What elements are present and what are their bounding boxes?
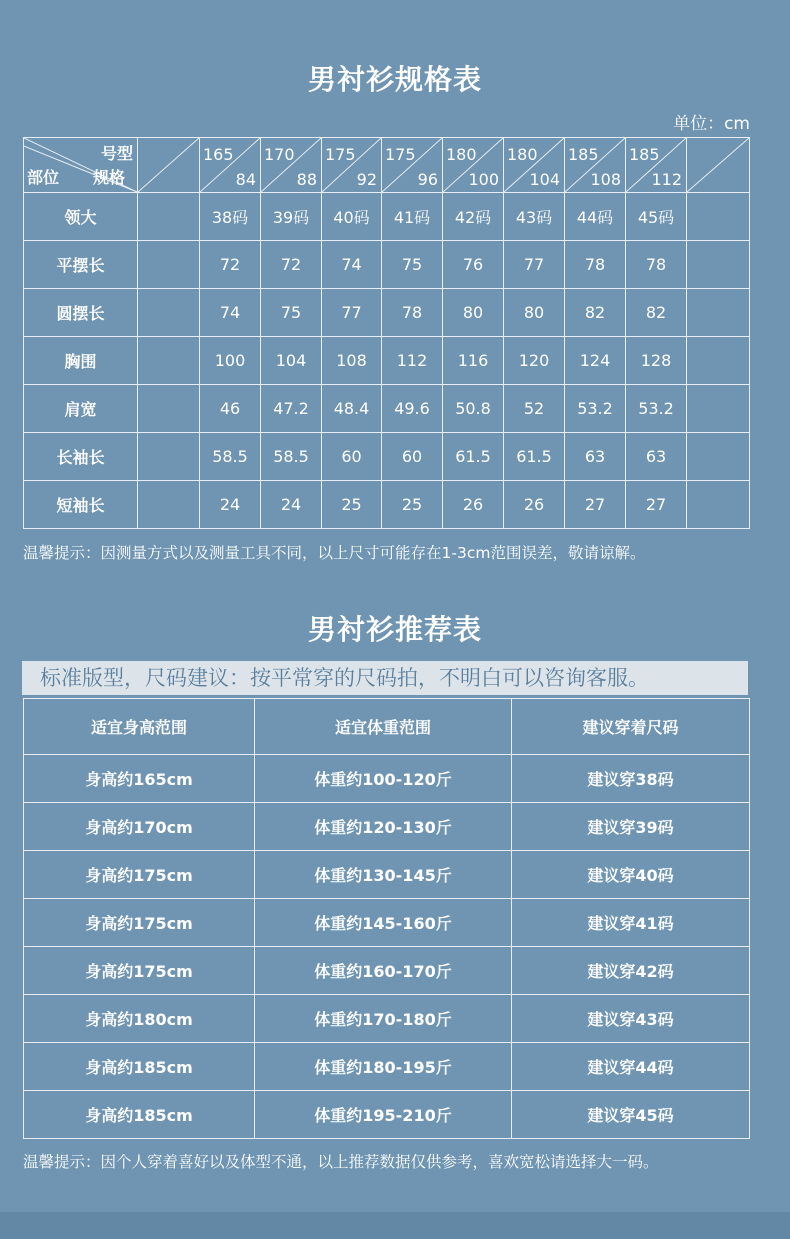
value-cell: 39码 <box>261 193 322 241</box>
value-cell: 77 <box>504 241 565 289</box>
value-cell: 26 <box>504 481 565 529</box>
size-header-cell <box>200 138 261 193</box>
value-cell: 116 <box>443 337 504 385</box>
size-height-label: 180 <box>446 145 477 164</box>
rec-cell: 建议穿38码 <box>512 755 750 803</box>
size-chest-label: 104 <box>529 170 560 189</box>
value-cell: 63 <box>626 433 687 481</box>
rec-cell: 建议穿41码 <box>512 899 750 947</box>
value-cell: 76 <box>443 241 504 289</box>
value-cell: 82 <box>565 289 626 337</box>
value-cell: 72 <box>200 241 261 289</box>
value-cell: 128 <box>626 337 687 385</box>
value-cell: 42码 <box>443 193 504 241</box>
empty-cell <box>138 481 200 529</box>
rec-note: 温馨提示：因个人穿着喜好以及体型不通，以上推荐数据仅供参考，喜欢宽松请选择大一码。 <box>23 1153 659 1171</box>
value-cell: 24 <box>261 481 322 529</box>
row-label: 胸围 <box>24 337 138 385</box>
value-cell: 112 <box>382 337 443 385</box>
size-height-label: 175 <box>325 145 356 164</box>
value-cell: 45码 <box>626 193 687 241</box>
diagonal-divider <box>138 138 199 192</box>
empty-cell <box>687 337 750 385</box>
rec-cell: 建议穿43码 <box>512 995 750 1043</box>
rec-cell: 建议穿39码 <box>512 803 750 851</box>
value-cell: 100 <box>200 337 261 385</box>
value-cell: 78 <box>565 241 626 289</box>
value-cell: 26 <box>443 481 504 529</box>
value-cell: 60 <box>322 433 382 481</box>
table-row <box>24 337 750 385</box>
value-cell: 61.5 <box>504 433 565 481</box>
value-cell: 80 <box>504 289 565 337</box>
spec-table-title: 男衬衫规格表 <box>307 63 482 96</box>
size-header-cell <box>504 138 565 193</box>
size-chest-label: 84 <box>235 170 256 189</box>
diagonal-divider <box>687 138 749 192</box>
column-header: 适宜身高范围 <box>24 699 255 755</box>
rec-cell: 建议穿45码 <box>512 1091 750 1139</box>
table-row <box>24 755 750 803</box>
rec-cell: 身高约175cm <box>24 899 255 947</box>
value-cell: 104 <box>261 337 322 385</box>
value-cell: 75 <box>261 289 322 337</box>
table-row <box>24 899 750 947</box>
size-height-label: 180 <box>507 145 538 164</box>
table-row <box>24 1043 750 1091</box>
rec-cell: 身高约180cm <box>24 995 255 1043</box>
empty-cell <box>687 193 750 241</box>
value-cell: 80 <box>443 289 504 337</box>
rec-cell: 体重约130-145斤 <box>255 851 512 899</box>
column-header: 适宜体重范围 <box>255 699 512 755</box>
corner-label-part: 部位 <box>27 168 60 187</box>
size-header-cell <box>443 138 504 193</box>
rec-cell: 体重约145-160斤 <box>255 899 512 947</box>
size-height-label: 175 <box>385 145 416 164</box>
column-header: 建议穿着尺码 <box>512 699 750 755</box>
rec-cell: 体重约100-120斤 <box>255 755 512 803</box>
value-cell: 47.2 <box>261 385 322 433</box>
empty-header-cell <box>687 138 750 193</box>
rec-cell: 体重约170-180斤 <box>255 995 512 1043</box>
value-cell: 78 <box>626 241 687 289</box>
size-header-cell <box>382 138 443 193</box>
empty-cell <box>687 289 750 337</box>
table-row <box>24 995 750 1043</box>
rec-cell: 体重约160-170斤 <box>255 947 512 995</box>
size-chest-label: 92 <box>356 170 377 189</box>
value-cell: 38码 <box>200 193 261 241</box>
value-cell: 24 <box>200 481 261 529</box>
size-chest-label: 100 <box>468 170 499 189</box>
size-chest-label: 88 <box>296 170 317 189</box>
value-cell: 63 <box>565 433 626 481</box>
rec-cell: 建议穿44码 <box>512 1043 750 1091</box>
rec-cell: 身高约175cm <box>24 947 255 995</box>
size-chest-label: 112 <box>651 170 682 189</box>
value-cell: 25 <box>322 481 382 529</box>
empty-cell <box>138 337 200 385</box>
row-label: 肩宽 <box>24 385 138 433</box>
rec-cell: 身高约170cm <box>24 803 255 851</box>
value-cell: 72 <box>261 241 322 289</box>
value-cell: 48.4 <box>322 385 382 433</box>
table-row <box>24 193 750 241</box>
value-cell: 74 <box>200 289 261 337</box>
value-cell: 74 <box>322 241 382 289</box>
size-header-cell <box>626 138 687 193</box>
value-cell: 82 <box>626 289 687 337</box>
spec-note: 温馨提示：因测量方式以及测量工具不同，以上尺寸可能存在1-3cm范围误差，敬请谅解。 <box>23 544 646 562</box>
rec-cell: 体重约120-130斤 <box>255 803 512 851</box>
value-cell: 41码 <box>382 193 443 241</box>
row-label: 圆摆长 <box>24 289 138 337</box>
row-label: 平摆长 <box>24 241 138 289</box>
value-cell: 44码 <box>565 193 626 241</box>
empty-cell <box>687 385 750 433</box>
size-height-label: 185 <box>629 145 660 164</box>
size-chest-label: 108 <box>590 170 621 189</box>
value-cell: 58.5 <box>261 433 322 481</box>
rec-cell: 建议穿40码 <box>512 851 750 899</box>
value-cell: 108 <box>322 337 382 385</box>
value-cell: 53.2 <box>626 385 687 433</box>
table-row <box>24 481 750 529</box>
size-header-cell <box>565 138 626 193</box>
table-header-row <box>24 699 750 755</box>
value-cell: 52 <box>504 385 565 433</box>
size-header-cell <box>322 138 382 193</box>
value-cell: 46 <box>200 385 261 433</box>
table-row <box>24 947 750 995</box>
size-header-cell <box>261 138 322 193</box>
corner-label-spec: 规格 <box>92 168 125 187</box>
value-cell: 50.8 <box>443 385 504 433</box>
value-cell: 53.2 <box>565 385 626 433</box>
table-row <box>24 1091 750 1139</box>
row-label: 长袖长 <box>24 433 138 481</box>
value-cell: 25 <box>382 481 443 529</box>
table-row <box>24 385 750 433</box>
value-cell: 27 <box>626 481 687 529</box>
value-cell: 77 <box>322 289 382 337</box>
table-row <box>24 803 750 851</box>
size-height-label: 165 <box>203 145 234 164</box>
corner-label-size: 号型 <box>100 144 133 163</box>
table-row <box>24 241 750 289</box>
empty-cell <box>138 433 200 481</box>
corner-header-cell-2 <box>138 138 200 193</box>
spec-table <box>23 137 750 529</box>
value-cell: 61.5 <box>443 433 504 481</box>
rec-cell: 建议穿42码 <box>512 947 750 995</box>
value-cell: 27 <box>565 481 626 529</box>
value-cell: 78 <box>382 289 443 337</box>
value-cell: 58.5 <box>200 433 261 481</box>
value-cell: 40码 <box>322 193 382 241</box>
empty-cell <box>138 193 200 241</box>
recommend-table <box>23 698 750 1139</box>
value-cell: 43码 <box>504 193 565 241</box>
empty-cell <box>687 481 750 529</box>
empty-cell <box>138 385 200 433</box>
size-height-label: 170 <box>264 145 295 164</box>
table-row <box>24 851 750 899</box>
row-label: 领大 <box>24 193 138 241</box>
empty-cell <box>138 289 200 337</box>
table-row <box>24 289 750 337</box>
empty-cell <box>138 241 200 289</box>
rec-cell: 身高约185cm <box>24 1043 255 1091</box>
empty-cell <box>687 433 750 481</box>
rec-cell: 体重约195-210斤 <box>255 1091 512 1139</box>
value-cell: 49.6 <box>382 385 443 433</box>
rec-cell: 身高约175cm <box>24 851 255 899</box>
rec-table-title: 男衬衫推荐表 <box>307 613 482 646</box>
value-cell: 60 <box>382 433 443 481</box>
value-cell: 120 <box>504 337 565 385</box>
rec-cell: 身高约165cm <box>24 755 255 803</box>
value-cell: 75 <box>382 241 443 289</box>
bottom-strip <box>0 1212 790 1239</box>
corner-header-cell <box>24 138 138 193</box>
size-chest-label: 96 <box>417 170 438 189</box>
size-height-label: 185 <box>568 145 599 164</box>
value-cell: 124 <box>565 337 626 385</box>
table-row <box>24 433 750 481</box>
empty-cell <box>687 241 750 289</box>
rec-cell: 体重约180-195斤 <box>255 1043 512 1091</box>
row-label: 短袖长 <box>24 481 138 529</box>
rec-cell: 身高约185cm <box>24 1091 255 1139</box>
size-advice-banner: 标准版型，尺码建议：按平常穿的尺码拍，不明白可以咨询客服。 <box>22 661 748 695</box>
unit-label: 单位：cm <box>673 114 750 134</box>
